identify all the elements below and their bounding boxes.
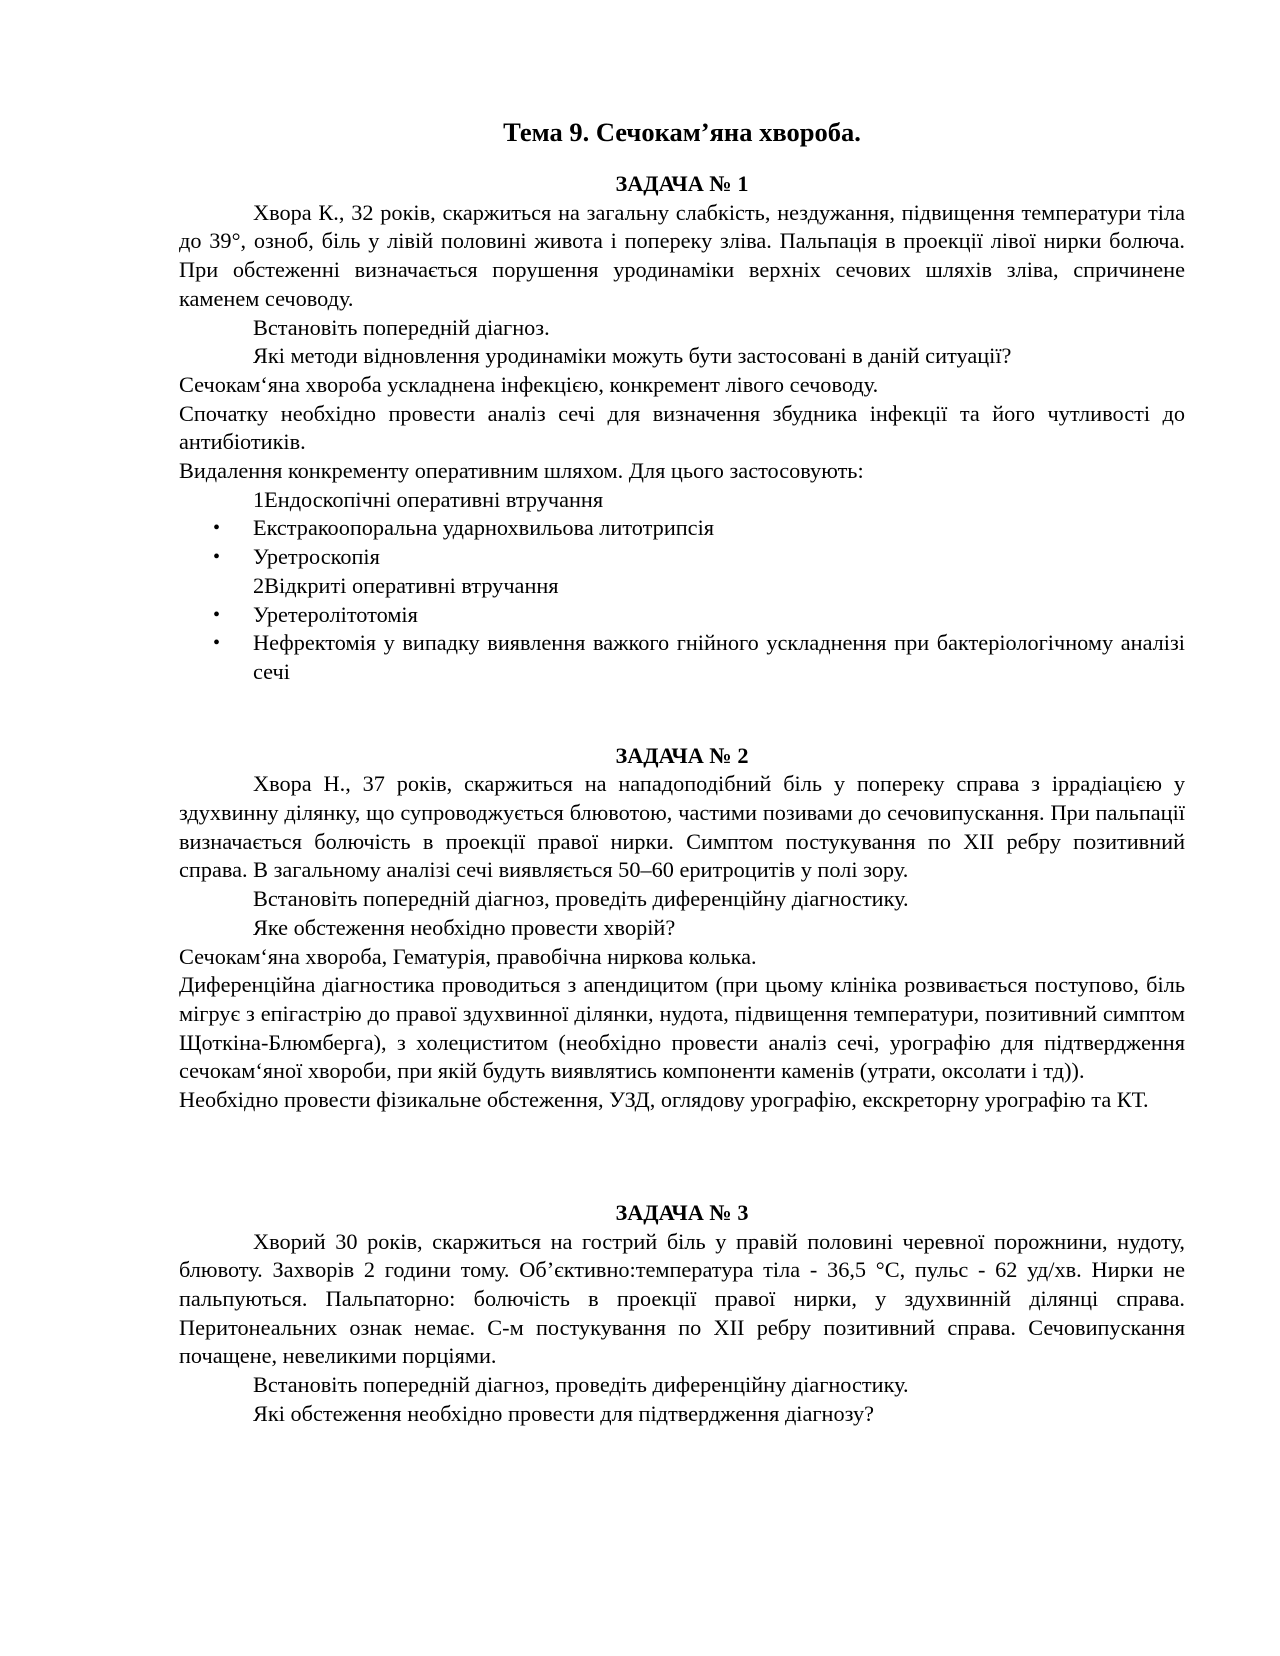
task-3-question-1: Встановіть попередній діагноз, проведіть диференційну діагностику.: [253, 1372, 909, 1398]
task-1: [179, 170, 1185, 687]
task-2-case: Хвора Н., 37 років, скаржиться на нападоподібний біль у попереку справа з іррадіацією у здухвинну ділянку, що супроводжується блювотою, частими позивами до сечовипускання. При пальпації визначається болючість в проекції правої нирки. Симптом постукування по XII ребру позитивний справа. В загальному аналізі сечі виявляється 50–60 еритроцитів у полі зору.: [179, 771, 1185, 883]
task-1-answer-1: Сечокам‘яна хвороба ускладнена інфекцією, конкремент лівого сечоводу.: [179, 371, 879, 397]
task-1-group-2-list: [179, 601, 1185, 687]
list-item: [179, 543, 1185, 572]
task-2-heading: ЗАДАЧА № 2: [615, 742, 749, 768]
bullet-icon: •: [213, 517, 221, 540]
task-3-case: Хворий 30 років, скаржиться на гострий біль у правій половині черевної порожнини, нудоту, блювоту. Захворів 2 години тому. Об’єктивно:температура тіла - 36,5 °С, пульс - 62 уд/хв. Нирки не пальпуються. Пальпаторно: болючість в проекції правої нирки, у здухвинній ділянці справа. Перитонеальних ознак немає. С-м постукування по XII ребру позитивний справа. Сечовипускання почащене, невеликими порціями.: [179, 1228, 1185, 1369]
task-2: [179, 742, 1185, 1115]
task-1-group-1-list: [179, 514, 1185, 571]
task-2-question-2: Яке обстеження необхідно провести хворій?: [253, 914, 676, 940]
bullet-icon: •: [213, 603, 221, 626]
task-2-answer-1: Сечокам‘яна хвороба, Гематурія, правобічна ниркова колька.: [179, 943, 757, 969]
list-item-text: Екстракоопоральна ударнохвильова литотрипсія: [253, 515, 715, 541]
page-title: Тема 9. Сечокам’яна хвороба.: [503, 117, 861, 147]
task-1-group-1-label: 1Ендоскопічні оперативні втручання: [253, 486, 604, 512]
task-1-group-2-label: 2Відкриті оперативні втручання: [253, 572, 559, 598]
task-2-question-1: Встановіть попередній діагноз, проведіть диференційну діагностику.: [253, 886, 909, 912]
task-1-answer-3: Видалення конкременту оперативним шляхом. Для цього застосовують:: [179, 458, 864, 484]
list-item-text: Уретеролітотомія: [253, 601, 418, 627]
spacer: [179, 687, 1185, 742]
task-2-answer-3: Необхідно провести фізикальне обстеження, УЗД, оглядову урографію, екскреторну урографію та КТ.: [179, 1087, 1149, 1113]
task-1-question-2: Які методи відновлення уродинаміки можуть бути застосовані в даній ситуації?: [253, 343, 1012, 369]
task-1-heading: ЗАДАЧА № 1: [615, 171, 749, 196]
task-2-answer-2: Диференційна діагностика проводиться з апендицитом (при цьому клініка розвивається поступово, біль мігрує з епігастрію до правої здухвинної ділянки, нудота, підвищення температури, позитивний симптом Щоткіна-Блюмберга), з холециститом (необхідно провести аналіз сечі, урографію для підтвердження сечокам‘яної хвороби, при якій будуть виявлятись компоненти каменів (утрати, оксолати і тд)).: [179, 972, 1185, 1084]
list-item: [179, 601, 1185, 630]
task-1-case: Хвора К., 32 років, скаржиться на загальну слабкість, нездужання, підвищення температури тіла до 39°, озноб, біль у лівій половині живота і попереку зліва. Пальпація в проекції лівої нирки болюча. При обстеженні визначається порушення уродинаміки верхніх сечових шляхів зліва, спричинене каменем сечоводу.: [179, 199, 1185, 311]
list-item-text: Уретроскопія: [253, 544, 380, 570]
task-3-heading: ЗАДАЧА № 3: [615, 1199, 749, 1225]
bullet-icon: •: [213, 546, 221, 569]
task-1-answer-2: Спочатку необхідно провести аналіз сечі для визначення збудника інфекції та його чутливості до антибіотиків.: [179, 400, 1185, 455]
document-page: [179, 116, 1185, 1428]
task-3: [179, 1199, 1185, 1429]
task-1-question-1: Встановіть попередній діагноз.: [253, 314, 550, 340]
list-item: [179, 629, 1185, 686]
bullet-icon: •: [213, 632, 221, 655]
list-item-text: Нефректомія у випадку виявлення важкого гнійного ускладнення при бактеріологічному аналізі сечі: [253, 630, 1185, 684]
task-3-question-2: Які обстеження необхідно провести для підтвердження діагнозу?: [253, 1400, 875, 1426]
spacer: [179, 1115, 1185, 1199]
list-item: [179, 514, 1185, 543]
